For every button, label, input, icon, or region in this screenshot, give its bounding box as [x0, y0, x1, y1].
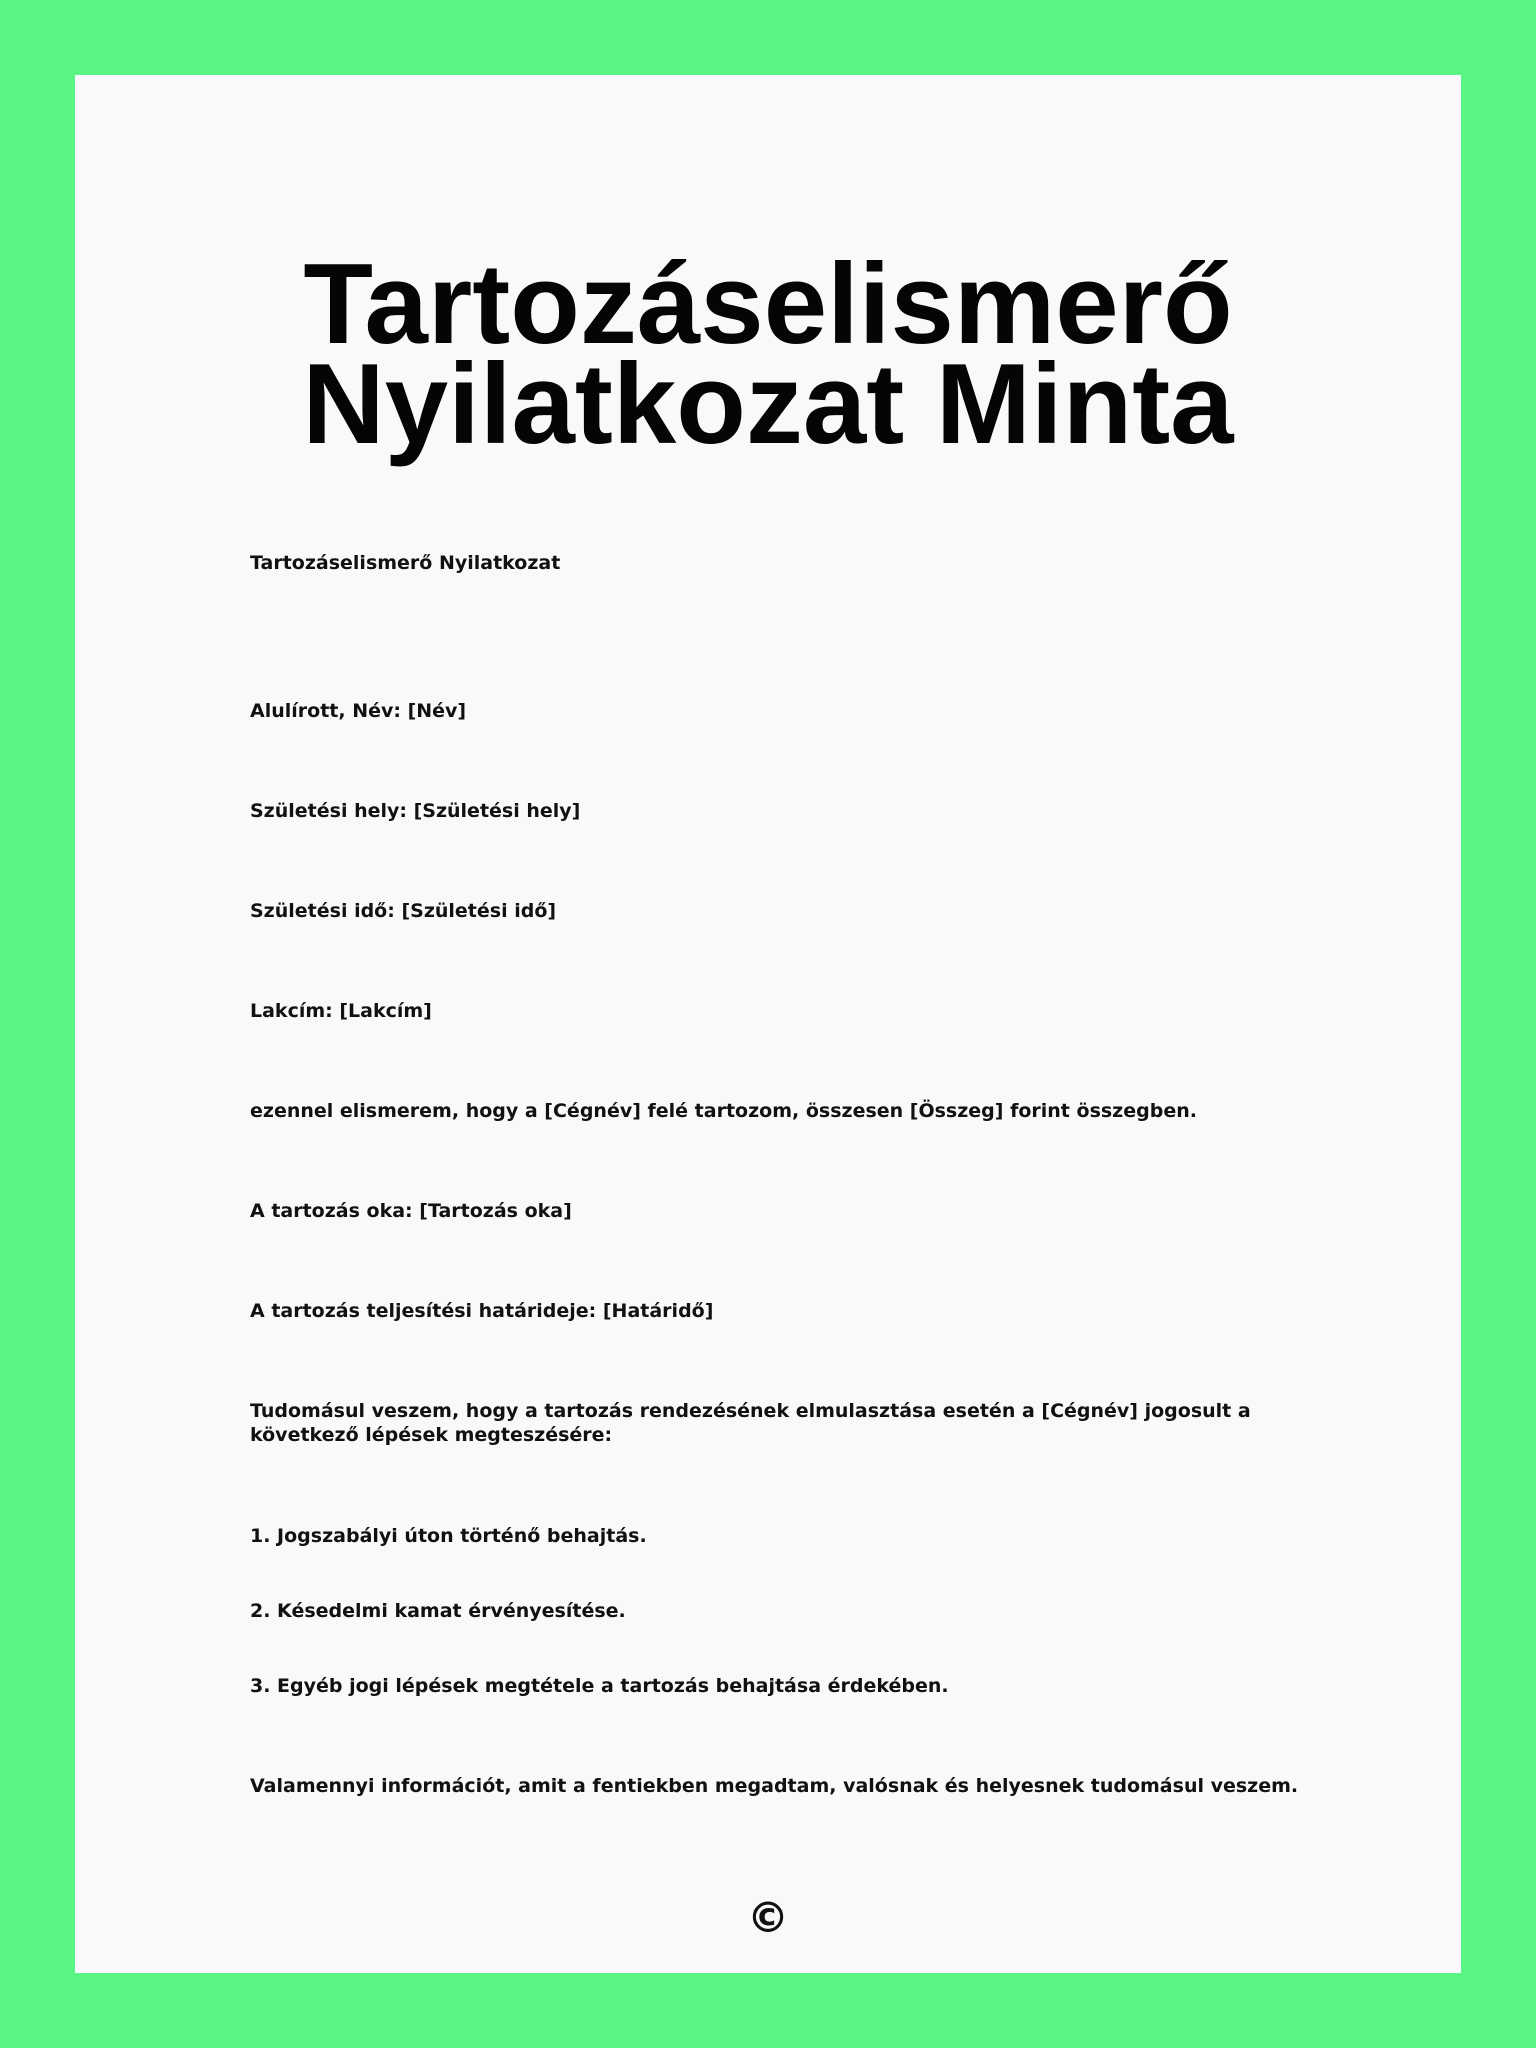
step-item: 3. Egyéb jogi lépések megtétele a tartozás behajtása érdekében. — [250, 1675, 949, 1697]
birth-date-line: Születési idő: [Születési idő] — [250, 900, 557, 922]
page-title: Tartozáselismerő Nyilatkozat Minta — [302, 241, 1234, 468]
name-line: Alulírott, Név: [Név] — [250, 700, 467, 722]
step-item: 1. Jogszabályi úton történő behajtás. — [250, 1525, 647, 1547]
acknowledgement-line: ezennel elismerem, hogy a [Cégnév] felé tartozom, összesen [Összeg] forint összegben. — [250, 1100, 1197, 1122]
document-heading: Tartozáselismerő Nyilatkozat — [250, 552, 561, 574]
step-item: 2. Késedelmi kamat érvényesítése. — [250, 1600, 626, 1622]
reason-line: A tartozás oka: [Tartozás oka] — [250, 1200, 572, 1222]
address-line: Lakcím: [Lakcím] — [250, 1000, 432, 1022]
copyright-icon: © — [747, 1893, 789, 1942]
document-sheet — [75, 75, 1461, 1973]
birth-place-line: Születési hely: [Születési hely] — [250, 800, 581, 822]
consequences-intro: Tudomásul veszem, hogy a tartozás rendezésének elmulasztása esetén a [Cégnév] jogosult a következő lépések megteszésére: — [250, 1400, 1251, 1446]
deadline-line: A tartozás teljesítési határideje: [Határidő] — [250, 1300, 714, 1322]
closing-line: Valamennyi információt, amit a fentiekben megadtam, valósnak és helyesnek tudomásul veszem. — [250, 1775, 1299, 1797]
